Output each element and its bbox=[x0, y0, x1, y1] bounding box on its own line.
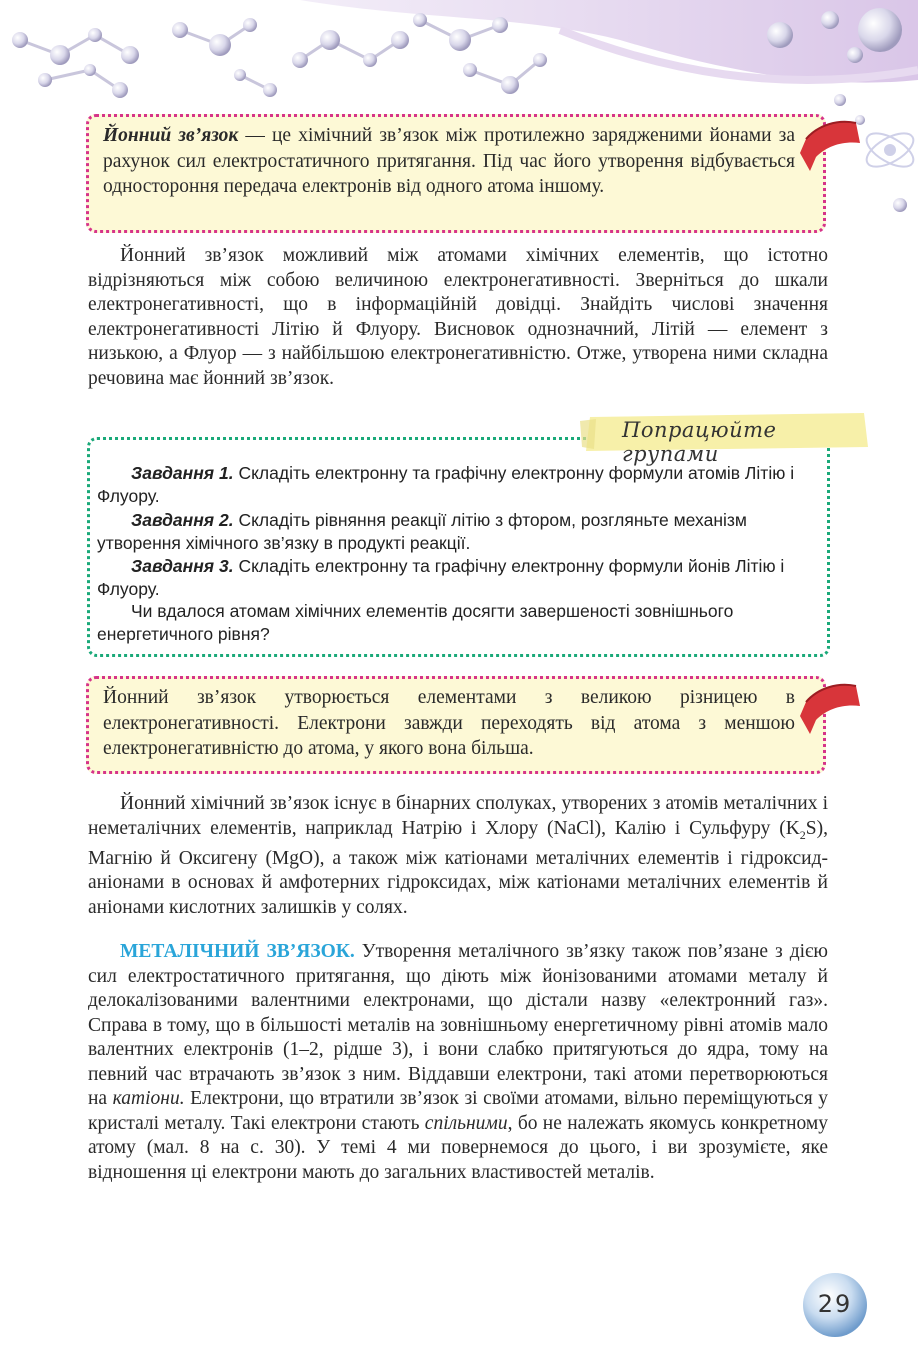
ribbon-marker-icon bbox=[800, 678, 862, 738]
metallic-text-c: , бо не належать якомусь конкретному атому (мал. 8 на с. 30). У темі 4 ми повернемося до цього, і ви зрозумієте, яке відношення ці електрони мають до загальних властивостей металів. bbox=[88, 1112, 828, 1183]
definition-body: — це хімічний зв’язок між протилежно зарядженими йонами за рахунок сил електростатичного притягання. Під час його утворення відбувається одностороння передача електронів від одного атома іншому. bbox=[103, 125, 795, 197]
group-work-label: Попрацюйте групами bbox=[622, 418, 777, 466]
definition-term: Йонний зв’язок bbox=[103, 125, 239, 146]
task-3-text: Складіть електронну та графічну електронну формули йонів Літію і Флуору. bbox=[97, 556, 785, 599]
metallic-text-b: Електрони, що втратили зв’язок зі своїми атомами, вільно переміщуються у кристалі металу. Такі електрони стають bbox=[88, 1088, 828, 1134]
metallic-text-a: Утворення металічного зв’язку також пов’язане з дією сил електростатичного притягання, що діють між йонізованими атомами металу й делокалізованими валентними електронами, що дістали назву «електронний газ». Справа в тому, що в більшості металів на зовнішньому енергетичному рівні атомів мало валентних електронів (1–2, рідше 3), і вони слабко притягуються до ядра, тому на певний час втрачають зв’язок з ним. Віддавши електрони, такі атоми перетворюються на bbox=[88, 941, 828, 1109]
definition-text bbox=[103, 123, 795, 200]
task-2 bbox=[97, 509, 817, 555]
task-1-title: Завдання 1. bbox=[131, 463, 234, 483]
definition-box-summary bbox=[86, 676, 826, 774]
paragraph-metallic-bond bbox=[88, 940, 828, 1185]
subscript: 2 bbox=[799, 827, 806, 842]
summary-text: Йонний зв’язок утворюється елементами з великою різницею в електронегативності. Електрони завжди переходять від атома з меншою електронегативністю до атома, у якого вона більша. bbox=[103, 687, 795, 759]
definition-box-ionic-bond bbox=[86, 114, 826, 233]
task-3 bbox=[97, 555, 817, 601]
metallic-bond-heading: МЕТАЛІЧНИЙ ЗВ’ЯЗОК. bbox=[120, 941, 355, 962]
paragraph-electronegativity: Йонний зв’язок можливий між атомами хімічних елементів, що істотно відрізняються між собою величиною електронегативності. Зверніться до шкали електронегативності, що в інформаційній довідці. Знайдіть числові значення електронегативності Літію й Флуору. Висновок однозначний, Літій — елемент з низькою, а Флуор — з найбільшою електронегативністю. Отже, утворена ними складна речовина має йонний зв’язок. bbox=[88, 245, 828, 389]
paragraph-ionic-compounds bbox=[88, 792, 828, 920]
task-question: Чи вдалося атомам хімічних елементів досягти завершеності зовнішнього енергетичного рівня? bbox=[97, 601, 734, 644]
task-1 bbox=[97, 462, 817, 508]
ribbon-marker-icon bbox=[800, 115, 862, 175]
ionic-compounds-text-a: Йонний хімічний зв’язок існує в бінарних сполуках, утворених з атомів металічних і неметалічних елементів, наприклад Натрію і Хлору (NaCl), Калію і Сульфуру (K bbox=[88, 793, 828, 839]
group-work-label-tag bbox=[580, 413, 870, 466]
task-1-text: Складіть електронну та графічну електронну формули атомів Літію і Флуору. bbox=[97, 463, 795, 506]
page-number: 29 bbox=[817, 1290, 853, 1318]
ionic-compounds-text-b: S), Магнію й Оксигену (MgO), а також між катіонами металічних елементів і гідроксид-аніонами в основах й амфотерних гідроксидах, між катіонами металічних елементів й аніонами кислотних залишків у солях. bbox=[88, 817, 828, 918]
term-cations: катіони. bbox=[112, 1088, 185, 1109]
task-2-title: Завдання 2. bbox=[131, 510, 234, 530]
task-2-text: Складіть рівняння реакції літію з фтором, розгляньте механізм утворення хімічного зв’язку в продукті реакції. bbox=[97, 510, 747, 553]
page-number-badge bbox=[800, 1270, 870, 1340]
task-3-title: Завдання 3. bbox=[131, 556, 234, 576]
term-shared: спільними bbox=[424, 1112, 508, 1134]
